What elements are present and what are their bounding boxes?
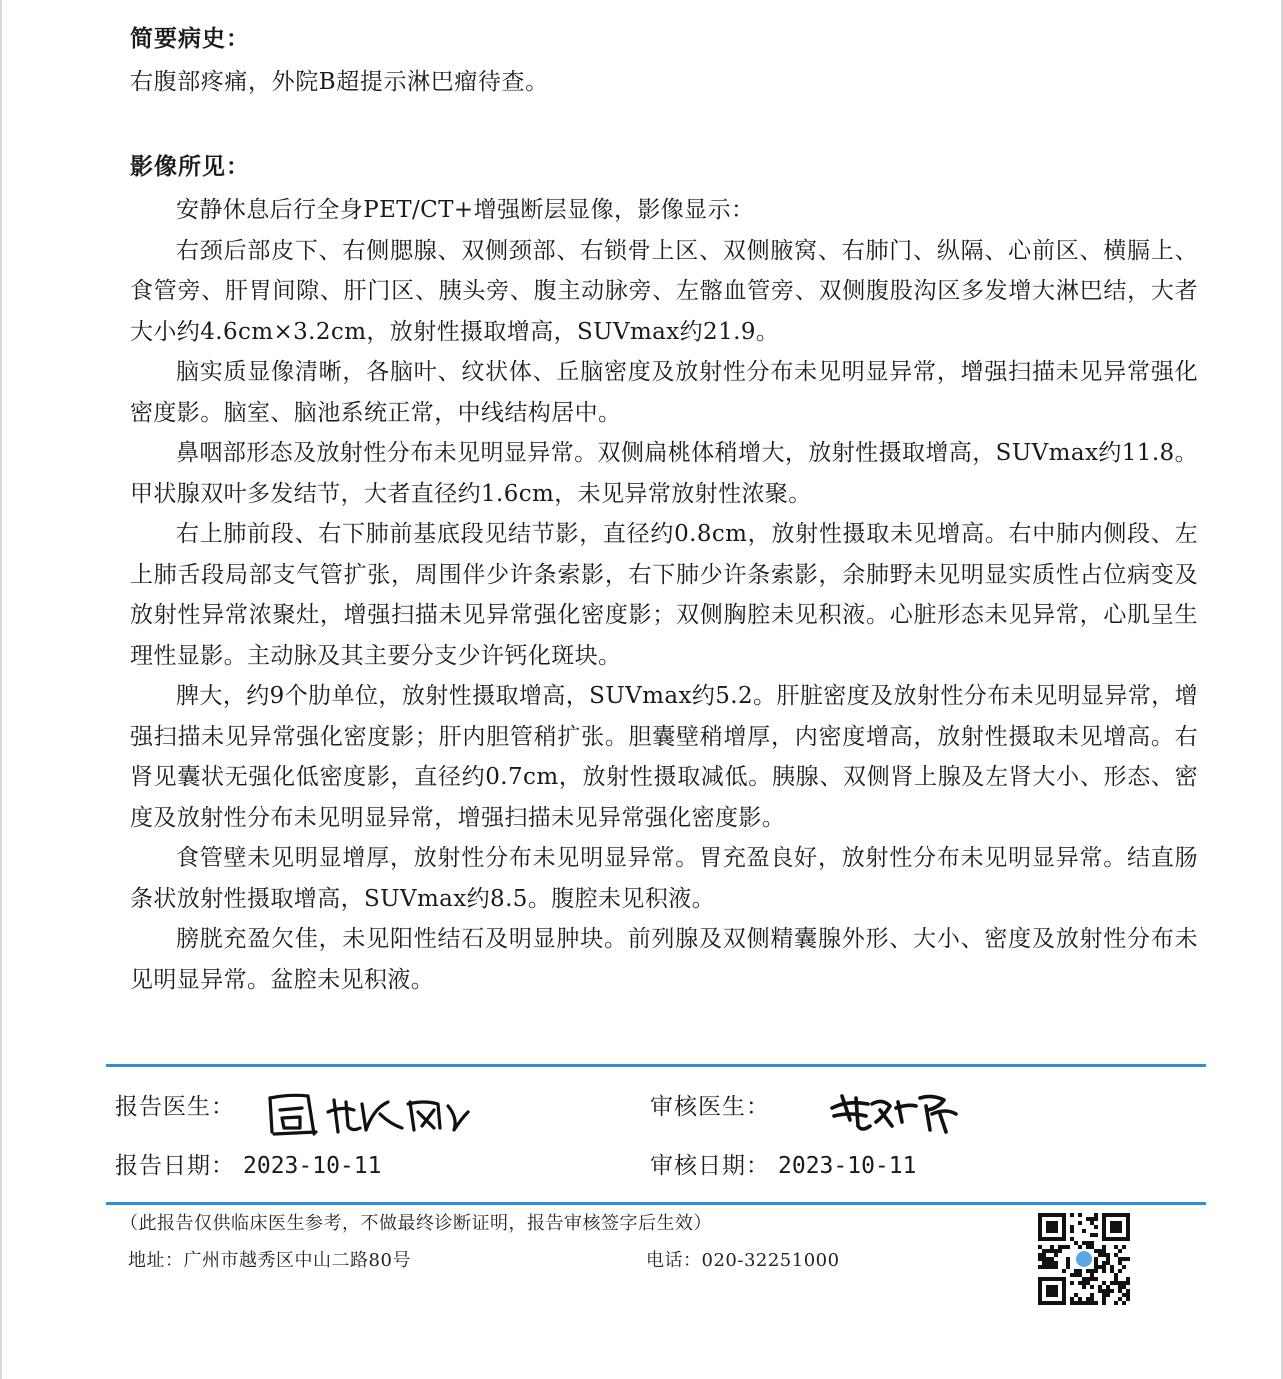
- phone-value: 020-32251000: [701, 1250, 840, 1271]
- findings-paragraph: 右颈后部皮下、右侧腮腺、双侧颈部、右锁骨上区、双侧腋窝、右肺门、纵隔、心前区、横膈上、食管旁、肝胃间隙、肝门区、胰头旁、腹主动脉旁、左髂血管旁、双侧腹股沟区多发增大淋巴结，大者大小约4.6cm×3.2cm，放射性摄取增高，SUVmax约21.9。: [130, 237, 1198, 345]
- findings-paragraph: 膀胱充盈欠佳，未见阳性结石及明显肿块。前列腺及双侧精囊腺外形、大小、密度及放射性分布未见明显异常。盆腔未见积液。: [130, 926, 1198, 993]
- phone-line: [646, 1249, 840, 1273]
- report-date-label: 报告日期：: [115, 1153, 235, 1179]
- findings-paragraph: 安静休息后行全身PET/CT+增强断层显像，影像显示：: [176, 197, 755, 223]
- address-line: [128, 1249, 411, 1273]
- review-doctor-label: 审核医生：: [650, 1094, 770, 1120]
- report-date: 2023-10-11: [243, 1153, 382, 1179]
- signoff-top-rule: [106, 1064, 1206, 1067]
- signoff-bottom-rule: [106, 1202, 1206, 1205]
- history-text: 右腹部疼痛，外院B超提示淋巴瘤待查。: [130, 69, 549, 95]
- findings-paragraph: 食管壁未见明显增厚，放射性分布未见明显异常。胃充盈良好，放射性分布未见明显异常。结直肠条状放射性摄取增高，SUVmax约8.5。腹腔未见积液。: [130, 845, 1198, 912]
- address-label: 地址：: [128, 1250, 184, 1271]
- page-left-edge: [0, 0, 2, 1379]
- findings-paragraph: 脑实质显像清晰，各脑叶、纹状体、丘脑密度及放射性分布未见明显异常，增强扫描未见异常强化密度影。脑室、脑池系统正常，中线结构居中。: [130, 359, 1198, 426]
- disclaimer: （此报告仅供临床医生参考，不做最终诊断证明，报告审核签字后生效）: [120, 1213, 712, 1234]
- findings-paragraph: 右上肺前段、右下肺前基底段见结节影，直径约0.8cm，放射性摄取未见增高。右中肺内侧段、左上肺舌段局部支气管扩张，周围伴少许条索影，右下肺少许条索影，余肺野未见明显实质性占位病变及放射性异常浓聚灶，增强扫描未见异常强化密度影；双侧胸腔未见积液。心脏形态未见异常，心肌呈生理性显影。主动脉及其主要分支少许钙化斑块。: [130, 521, 1198, 669]
- findings-body: [130, 190, 1198, 1000]
- address-value: 广州市越秀区中山二路80号: [183, 1250, 411, 1271]
- phone-label: 电话：: [646, 1250, 702, 1271]
- history-heading: 简要病史：: [130, 25, 250, 52]
- findings-paragraph: 脾大，约9个肋单位，放射性摄取增高，SUVmax约5.2。肝脏密度及放射性分布未见明显异常，增强扫描未见异常强化密度影；肝内胆管稍扩张。胆囊壁稍增厚，内密度增高，放射性摄取未见增高。右肾见囊状无强化低密度影，直径约0.7cm，放射性摄取减低。胰腺、双侧肾上腺及左肾大小、形态、密度及放射性分布未见明显异常，增强扫描未见异常强化密度影。: [130, 683, 1198, 831]
- review-doctor-signature: [828, 1086, 968, 1142]
- qr-code: [1038, 1213, 1130, 1305]
- report-doctor-signature: [262, 1088, 472, 1140]
- report-doctor-label: 报告医生：: [115, 1094, 235, 1120]
- findings-paragraph: 鼻咽部形态及放射性分布未见明显异常。双侧扁桃体稍增大，放射性摄取增高，SUVmax约11.8。甲状腺双叶多发结节，大者直径约1.6cm，未见异常放射性浓聚。: [130, 440, 1198, 507]
- review-date: 2023-10-11: [778, 1153, 917, 1179]
- findings-heading: 影像所见：: [130, 153, 250, 180]
- review-date-label: 审核日期：: [650, 1153, 770, 1179]
